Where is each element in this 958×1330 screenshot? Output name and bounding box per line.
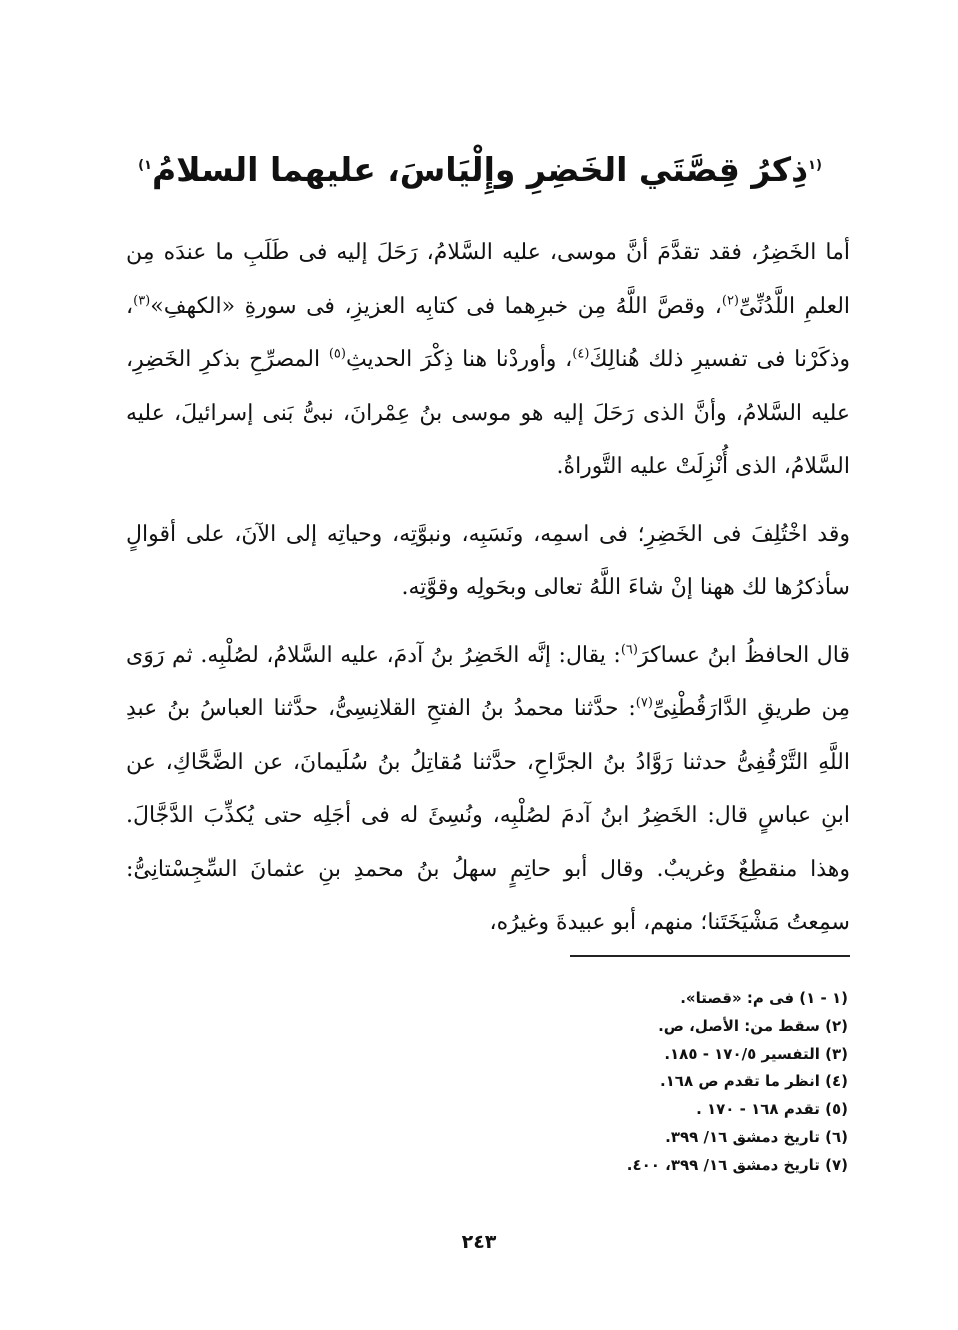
footnote-item: (١ - ١) فى م: «قصتا».	[680, 989, 848, 1007]
text-run: وقد اخْتُلِفَ فى الخَضِرِ؛ فى اسمِه، ونَسَبِه، ونبوَّتِه، وحياتِه إلى الآنَ، على أقوالٍ سأذكرُها لك ههنا إنْ شاءَ اللَّهُ تعالى وبحَولِه وقوَّتِه.	[126, 521, 850, 600]
footnote-ref: (٤)	[572, 346, 590, 362]
footnote-item: (٣) التفسير ١٧٠/٥ - ١٨٥.	[664, 1044, 848, 1063]
footnote-item: (٥) تقدم ١٦٨ - ١٧٠ .	[696, 1100, 848, 1119]
chapter-title-text: ذِكرُ قِصَّتَي الخَضِرِ وإِلْيَاسَ، عليهما السلامُ	[151, 150, 809, 190]
text-run: ، وأوردْنا هنا ذِكْرَ الحديثِ	[345, 347, 573, 372]
paragraph	[126, 508, 850, 615]
footnote-ref: (٢)	[721, 293, 739, 309]
footnote-ref: (٣)	[133, 293, 151, 309]
text-run: قال الحافظُ ابنُ عساكرَ	[637, 642, 850, 668]
paragraph	[126, 226, 850, 494]
text-run: المصرِّحِ بذكرِ الخَضِرِ، عليه السَّلامُ، وأنَّ الذى رَحَلَ إليه هو موسى بنُ عِمْرانَ، نبىُّ بَنى إسرائيلَ، عليه السَّلامُ، الذى أُنْزِلَتْ عليه التَّوراةُ.	[126, 347, 850, 479]
footnote-ref: (٥)	[328, 346, 346, 362]
footnote-ref: (٧)	[635, 695, 653, 711]
title-marker-close: ١)	[138, 158, 152, 174]
chapter-title	[110, 148, 850, 192]
footnotes	[300, 985, 848, 1180]
page-number: ٢٤٣	[461, 1231, 497, 1253]
footnote-item: (٦) تاريخ دمشق ١٦/ ٣٩٩.	[665, 1127, 848, 1146]
footnote-ref: (٦)	[620, 642, 638, 658]
title-marker-open: (١	[808, 158, 822, 174]
footnote-divider	[570, 955, 850, 957]
text-run: أما الخَضِرُ، فقد تقدَّمَ أنَّ موسى، عليه السَّلامُ، رَحَلَ إليه فى طَلَبِ ما عندَه مِن العلمِ اللَّدُنِّىِّ	[126, 240, 851, 319]
footnote-item: (٧) تاريخ دمشق ١٦/ ٣٩٩، ٤٠٠.	[626, 1155, 848, 1174]
text-run: : حدَّثنا محمدُ بنُ الفتحِ القلانِسِىُّ، حدَّثنا العباسُ بنُ عبدِ اللَّهِ التَّرْقُفِىُّ حدثنا رَوَّادُ بنُ الجرَّاحِ، حدَّثنا مُقاتِلُ بنُ سُلَيمانَ، عن الضَّحَّاكِ، عن ابنِ عباسٍ قال: الخَضِرُ ابنُ آدمَ لصُلْبِه، ونُسِئَ له فى أجَلِه حتى يُكذِّبَ الدَّجَّالَ. وهذا منقطِعٌ وغريبٌ. وقال أبو حاتِمٍ سهلُ بنُ محمدِ بنِ عثمانَ السِّجِسْتانِىُّ: سمِعتُ مَشْيَخَتَنا؛ منهم، أبو عبيدةَ وغيرُه،	[126, 696, 850, 935]
paragraph	[126, 629, 850, 950]
text-run: ، وقصَّ اللَّهُ مِن خبرِهما فى كتابِه العزيزِ، فى سورةِ «الكهفِ»	[150, 293, 722, 319]
main-text	[126, 226, 850, 950]
footnote-item: (٤) انظر ما تقدم ص ١٦٨.	[659, 1072, 848, 1091]
footnote-item: (٢) سقط من: الأصل، ص.	[658, 1016, 848, 1035]
text-run: : يقال: إنَّه الخَضِرُ بنُ آدمَ، عليه السَّلامُ، لصُلْبِه. ثم رَوَى مِن طريقِ الدَّارَقُطْنِىِّ	[126, 642, 850, 721]
text-run: ، وذكَرْنا فى تفسيرِ ذلك هُنالِكَ	[126, 293, 850, 372]
